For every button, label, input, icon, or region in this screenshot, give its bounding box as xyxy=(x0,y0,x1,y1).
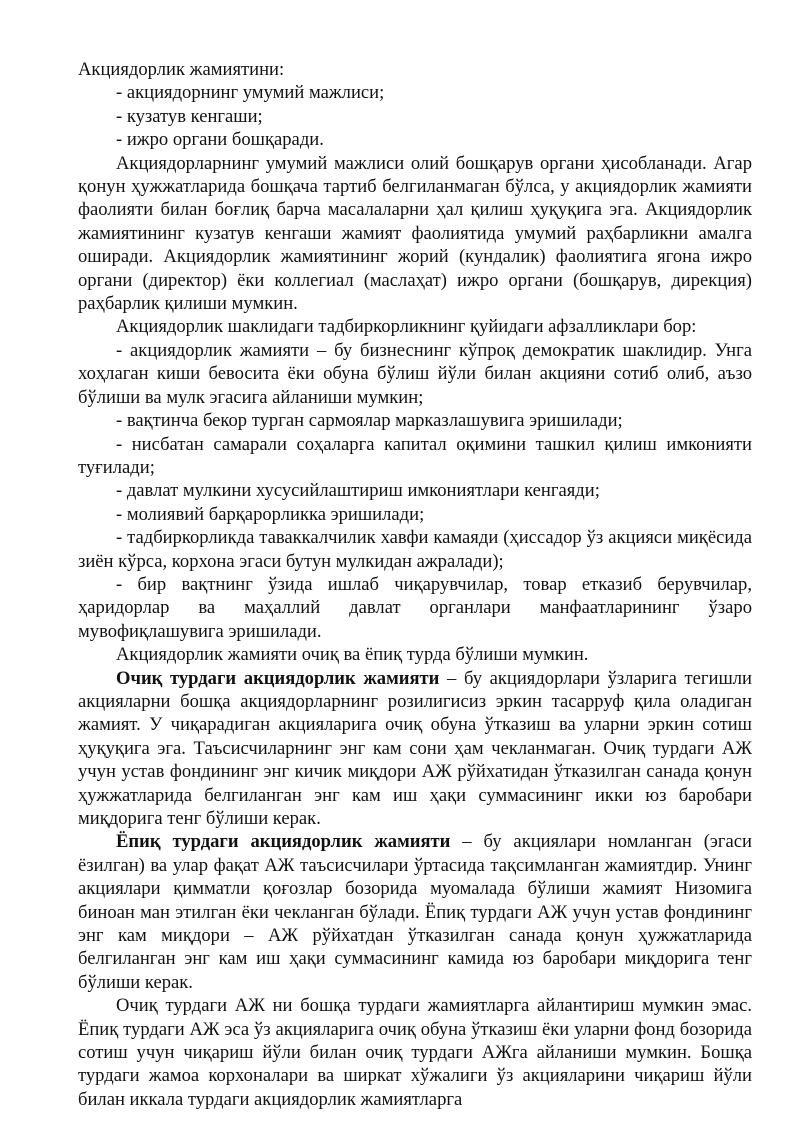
paragraph-general-meeting: Акциядорларнинг умумий мажлиси олий бошқарув органи ҳисобланади. Агар қонун ҳужжатларида бошқача тартиб белгиланмаган бўлса, у акциядорлик жамияти фаолияти билан боғлиқ барча масалаларни ҳал қилиш ҳуқуқига эга. Акциядорлик жамиятининг кузатув кенгаши жамият фаолиятида умумий раҳбарликни амалга оширади. Акциядорлик жамиятининг жорий (кундалик) фаолиятига ягона ижро органи (директор) ёки коллегиал (маслаҳат) ижро органи (бошқарув, дирекция) раҳбарлик қилиши мумкин. xyxy=(78,152,752,315)
open-jsc-term: Очиқ турдаги акциядорлик жамияти xyxy=(116,667,440,689)
document-page xyxy=(78,58,752,1111)
advantage-item-stability: - молиявий барқарорликка эришилади; xyxy=(116,503,425,525)
paragraph-open-jsc xyxy=(78,667,752,831)
closed-jsc-term: Ёпиқ турдаги акциядорлик жамияти xyxy=(116,831,451,853)
advantage-item-centralization: - вақтинча бекор турган сармоялар марказлашувига эришилади; xyxy=(116,410,623,432)
intro-line: Акциядорлик жамиятини: xyxy=(78,59,285,80)
governance-item-executive: - ижро органи бошқаради. xyxy=(116,129,324,151)
open-jsc-definition: – бу акциядорлари ўзларига тегишли акцияларни бошқа акциядорларнинг розилигисиз эркин тасарруф қила оладиган жамият. У чиқарадиган акцияларига очиқ обуна ўтказиш ва уларни эркин сотиш ҳуқуқига эга. Таъсисчиларнинг энг кам сони ҳам чекланмаган. Очиқ турдаги АЖ учун устав фондининг энг кичик миқдори АЖ рўйхатидан ўтказилган санада қонун ҳужжатларида белгиланган энг кам иш ҳақи суммасининг икки юз баробари миқдорига тенг бўлиши керак. xyxy=(78,667,752,829)
advantage-item-interests: - бир вақтнинг ўзида ишлаб чиқарувчилар, товар етказиб берувчилар, ҳаридорлар ва маҳаллий давлат органлари манфаатларининг ўзаро мувофиқлашувига эришилади. xyxy=(78,573,752,642)
advantage-item-capital-flow: - нисбатан самарали соҳаларга капитал оқимини ташкил қилиш имконияти туғилади; xyxy=(78,433,752,478)
paragraph-types: Акциядорлик жамияти очиқ ва ёпиқ турда бўлиши мумкин. xyxy=(116,644,589,666)
advantage-item-risk: - тадбиркорликда таваккалчилик хавфи камаяди (ҳиссадор ўз акцияси миқёсида зиён кўрса, корхона эгаси бутун мулкидан ажралади); xyxy=(78,527,752,572)
paragraph-conversion: Очиқ турдаги АЖ ни бошқа турдаги жамиятларга айлантириш мумкин эмас. Ёпиқ турдаги АЖ эса ўз акцияларига очиқ обуна ўтказиш ёки уларни фонд бозорида сотиш учун чиқариш йўли билан очиқ турдаги АЖга айланиши мумкин. Бошқа турдаги жамоа корхоналари ва ширкат хўжалиги ўз акцияларини чиқариш йўли билан иккала турдаги акциядорлик жамиятларга xyxy=(78,995,752,1110)
paragraph-advantages-intro: Акциядорлик шаклидаги тадбиркорликнинг қуйидаги афзалликлари бор: xyxy=(116,316,697,338)
closed-jsc-definition: – бу акциялари номланган (эгаси ёзилган) ва улар фақат АЖ таъсисчилари ўртасида тақсимланган жамиятдир. Унинг акциялари қимматли қоғозлар бозорида муомалада бўлиши жамият Низомига биноан ман этилган ёки чекланган бўлади. Ёпиқ турдаги АЖ учун устав фондининг энг кам миқдори – АЖ рўйхатдан ўтказилган санада қонун ҳужжатларида белгиланган энг кам иш ҳақи суммасининг камида юз баробари миқдорига тенг бўлиши керак. xyxy=(78,831,752,993)
governance-item-meeting: - акциядорнинг умумий мажлиси; xyxy=(116,82,385,104)
paragraph-closed-jsc xyxy=(78,830,752,994)
advantage-item-democratic: - акциядорлик жамияти – бу бизнеснинг кўпроқ демократик шаклидир. Унга хоҳлаган киши бевосита ёки обуна бўлиш йўли билан акцияни сотиб олиб, аъзо бўлиши ва мулк эгасига айланиши мумкин; xyxy=(78,339,752,408)
governance-item-board: - кузатув кенгаши; xyxy=(116,105,263,127)
advantage-item-privatization: - давлат мулкини хусусийлаштириш имкониятлари кенгаяди; xyxy=(116,480,600,502)
